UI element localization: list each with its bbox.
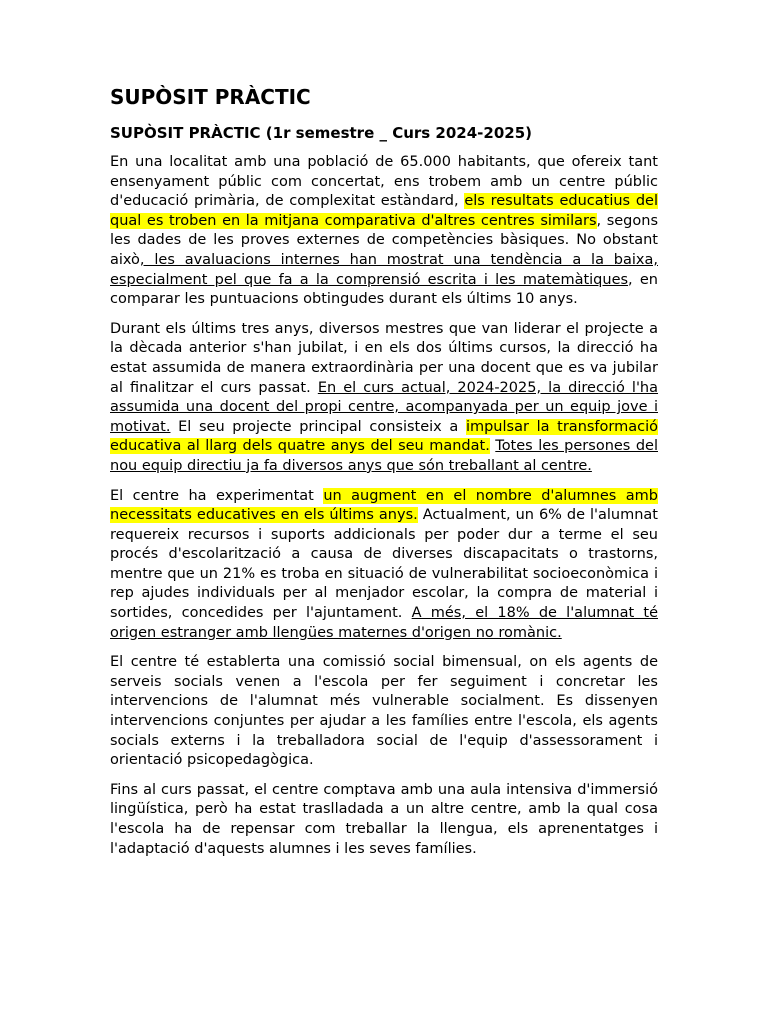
text-run: , segons les dades de les proves externes de competències bàsiques. No obstant això <box>110 212 658 268</box>
underlined-text: Totes les persones del nou equip directiu ja fa diversos anys que són treballant al centre. <box>110 438 658 474</box>
paragraph-1 <box>110 153 658 310</box>
text-run: Fins al curs passat, el centre comptava amb una aula intensiva d'immersió lingüística, però ha estat traslladada a un altre centre, amb la qual cosa l'escola ha de repensar com treballar la llengua, els aprenentatges i l'adaptació d'aquests alumnes i les seves famílies. <box>110 781 658 857</box>
document-body <box>110 153 658 859</box>
document-title: SUPÒSIT PRÀCTIC <box>110 85 311 109</box>
text-run: El centre té establerta una comissió social bimensual, on els agents de serveis socials venen a l'escola per fer seguiment i concretar les intervencions de l'alumnat més vulnerable socialment. Es dissenyen intervencions conjuntes per ajudar a les famílies entre l'escola, els agents socials externs i la treballadora social de l'equip d'assessorament i orientació psicopedagògica. <box>110 654 658 769</box>
underlined-text: En el curs actual, 2024-2025, la direcció l'ha assumida una docent del propi centre, acompanyada per un equip jove i motivat. <box>110 379 659 435</box>
paragraph-2 <box>110 320 658 477</box>
text-run: El centre ha experimentat <box>110 487 324 504</box>
paragraph-4 <box>110 653 658 771</box>
document-subtitle: SUPÒSIT PRÀCTIC (1r semestre _ Curs 2024-2025) <box>110 124 533 142</box>
paragraph-3 <box>110 487 658 644</box>
underlined-text: , les avaluacions internes han mostrat una tendència a la baixa, especialment pel que fa a la comprensió escrita i les matemàtiques <box>110 251 658 288</box>
highlighted-text: un augment en el nombre d'alumnes amb necessitats educatives en els últims anys. <box>110 487 658 524</box>
highlighted-text: els resultats educatius del qual es troben en la mitjana comparativa d'altres centres similars <box>110 193 658 229</box>
underlined-text: A més, el 18% de l'alumnat té origen estranger amb llengües maternes d'origen no romànic. <box>110 605 658 641</box>
paragraph-5 <box>110 781 658 859</box>
text-run: En una localitat amb una població de 65.000 habitants, que ofereix tant ensenyament públic com concertat, ens trobem amb un centre públic d'educació primària, de complexitat estàndard, <box>110 154 658 210</box>
highlighted-text: impulsar la transformació educativa al llarg dels quatre anys del seu mandat. <box>110 418 658 455</box>
text-run: , en comparar les puntuacions obtingudes durant els últims 10 anys. <box>110 271 658 308</box>
text-run: El seu projecte principal consisteix a <box>170 418 466 435</box>
text-run: Actualment, un 6% de l'alumnat requereix recursos i suports addicionals per poder dur a terme el seu procés d'escolarització a causa de diverses discapacitats o trastorns, mentre que un 21% es troba en situació de vulnerabilitat socioeconòmica i rep ajudes individuals per al menjador escolar, la compra de material i sortides, concedides per l'ajuntament. <box>110 507 658 622</box>
text-run: Durant els últims tres anys, diversos mestres que van liderar el projecte a la dècada anterior s'han jubilat, i en els dos últims cursos, la direcció ha estat assumida de manera extraordinària per una docent que es va jubilar al finalitzar el curs passat. <box>110 320 658 396</box>
